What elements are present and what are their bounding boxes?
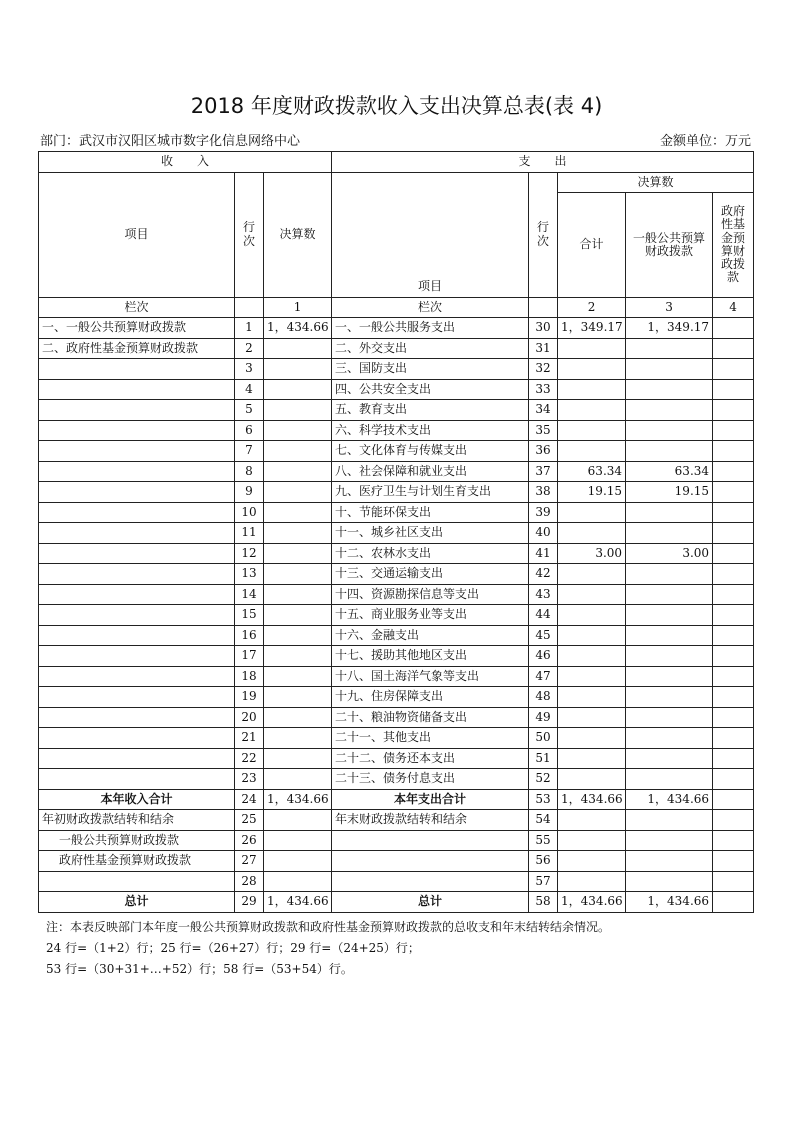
income-item [39, 625, 235, 646]
income-line: 21 [235, 728, 264, 749]
income-amount [264, 830, 332, 851]
income-amount [264, 605, 332, 626]
expense-total: 1，434.66 [558, 789, 626, 810]
income-line: 9 [235, 482, 264, 503]
table-row [39, 830, 754, 851]
income-item [39, 359, 235, 380]
income-amount: 1，434.66 [264, 318, 332, 339]
income-item: 本年收入合计 [39, 789, 235, 810]
income-line: 27 [235, 851, 264, 872]
income-item-header: 项目 [39, 172, 235, 297]
expense-fund [713, 851, 754, 872]
income-item [39, 687, 235, 708]
expense-item: 年末财政拨款结转和结余 [332, 810, 529, 831]
table-row [39, 420, 754, 441]
income-line: 14 [235, 584, 264, 605]
expense-line: 35 [529, 420, 558, 441]
income-line: 28 [235, 871, 264, 892]
expense-general [626, 666, 713, 687]
expense-general: 1，434.66 [626, 892, 713, 913]
expense-line: 36 [529, 441, 558, 462]
income-item [39, 646, 235, 667]
table-row [39, 543, 754, 564]
table-row [39, 461, 754, 482]
income-amount [264, 420, 332, 441]
expense-fund [713, 502, 754, 523]
expense-line: 32 [529, 359, 558, 380]
table-row [39, 318, 754, 339]
income-line: 29 [235, 892, 264, 913]
expense-line: 50 [529, 728, 558, 749]
expense-item: 十九、住房保障支出 [332, 687, 529, 708]
empty-cell [529, 297, 558, 318]
income-item [39, 728, 235, 749]
expense-total [558, 502, 626, 523]
expense-line: 53 [529, 789, 558, 810]
expense-general [626, 830, 713, 851]
expense-general [626, 851, 713, 872]
income-amount: 1，434.66 [264, 892, 332, 913]
expense-line: 31 [529, 338, 558, 359]
expense-general [626, 871, 713, 892]
income-line: 22 [235, 748, 264, 769]
income-item [39, 502, 235, 523]
expense-total [558, 359, 626, 380]
expense-line-header: 行次 [529, 172, 558, 297]
expense-total [558, 871, 626, 892]
table-row [39, 502, 754, 523]
income-line: 25 [235, 810, 264, 831]
empty-cell [235, 297, 264, 318]
expense-general [626, 810, 713, 831]
page-title: 2018 年度财政拨款收入支出决算总表(表 4) [190, 94, 603, 118]
expense-general [626, 400, 713, 421]
table-row [39, 379, 754, 400]
income-line: 16 [235, 625, 264, 646]
income-amount [264, 400, 332, 421]
income-item [39, 769, 235, 790]
expense-item: 八、社会保障和就业支出 [332, 461, 529, 482]
expense-line: 42 [529, 564, 558, 585]
expense-general [626, 646, 713, 667]
exp-col-label: 栏次 [332, 297, 529, 318]
income-line-header: 行次 [235, 172, 264, 297]
expense-line: 51 [529, 748, 558, 769]
expense-fund [713, 564, 754, 585]
income-item: 政府性基金预算财政拨款 [39, 851, 235, 872]
income-amount [264, 871, 332, 892]
expense-line: 57 [529, 871, 558, 892]
table-row [39, 400, 754, 421]
table-row [39, 584, 754, 605]
income-line: 6 [235, 420, 264, 441]
expense-line: 52 [529, 769, 558, 790]
expense-general [626, 687, 713, 708]
income-line: 12 [235, 543, 264, 564]
expense-line: 33 [529, 379, 558, 400]
expense-total [558, 728, 626, 749]
expense-item: 三、国防支出 [332, 359, 529, 380]
income-item [39, 543, 235, 564]
expense-total [558, 400, 626, 421]
income-amount [264, 625, 332, 646]
note-1: 注：本表反映部门本年度一般公共预算财政拨款和政府性基金预算财政拨款的总收支和年末结转结余情况。 [46, 920, 611, 934]
expense-item [332, 851, 529, 872]
expense-line: 44 [529, 605, 558, 626]
expense-fund [713, 646, 754, 667]
income-line: 15 [235, 605, 264, 626]
expense-fund [713, 543, 754, 564]
expense-item: 十一、城乡社区支出 [332, 523, 529, 544]
col-3: 3 [626, 297, 713, 318]
expense-total [558, 584, 626, 605]
expense-total [558, 769, 626, 790]
income-item [39, 748, 235, 769]
expense-fund [713, 523, 754, 544]
expense-item: 二十一、其他支出 [332, 728, 529, 749]
expense-item [332, 830, 529, 851]
expense-item: 四、公共安全支出 [332, 379, 529, 400]
expense-line: 46 [529, 646, 558, 667]
expense-item-header: 项目 [332, 172, 529, 297]
expense-total [558, 379, 626, 400]
income-item [39, 707, 235, 728]
unit-label: 金额单位：万元 [659, 134, 751, 149]
table-row [39, 359, 754, 380]
expense-total [558, 564, 626, 585]
income-amount [264, 851, 332, 872]
income-item [39, 420, 235, 441]
total-header: 合计 [558, 193, 626, 297]
expense-general [626, 748, 713, 769]
expense-item [332, 871, 529, 892]
expense-line: 45 [529, 625, 558, 646]
income-item: 一、一般公共预算财政拨款 [39, 318, 235, 339]
expense-general [626, 523, 713, 544]
table-row [39, 851, 754, 872]
expense-total [558, 605, 626, 626]
table-row [39, 892, 754, 913]
expense-item: 十七、援助其他地区支出 [332, 646, 529, 667]
expense-general [626, 625, 713, 646]
expense-line: 38 [529, 482, 558, 503]
expense-item: 十三、交通运输支出 [332, 564, 529, 585]
expense-fund [713, 871, 754, 892]
income-amount [264, 482, 332, 503]
income-line: 19 [235, 687, 264, 708]
expense-general [626, 707, 713, 728]
income-item [39, 400, 235, 421]
table-row [39, 646, 754, 667]
expense-item: 一、一般公共服务支出 [332, 318, 529, 339]
expense-amount-header: 决算数 [558, 172, 754, 193]
expense-line: 47 [529, 666, 558, 687]
income-item: 二、政府性基金预算财政拨款 [39, 338, 235, 359]
expense-general [626, 420, 713, 441]
expense-general [626, 728, 713, 749]
expense-general [626, 359, 713, 380]
expense-fund [713, 810, 754, 831]
expense-general: 19.15 [626, 482, 713, 503]
income-amount [264, 728, 332, 749]
expense-total: 1，349.17 [558, 318, 626, 339]
expense-item: 二十二、债务还本支出 [332, 748, 529, 769]
expense-line: 56 [529, 851, 558, 872]
income-item [39, 523, 235, 544]
expense-fund [713, 748, 754, 769]
income-item: 总计 [39, 892, 235, 913]
expense-item: 十六、金融支出 [332, 625, 529, 646]
expense-item: 九、医疗卫生与计划生育支出 [332, 482, 529, 503]
department-label: 部门：武汉市汉阳区城市数字化信息网络中心 [40, 134, 301, 149]
income-amount [264, 666, 332, 687]
expense-total [558, 646, 626, 667]
expense-item: 五、教育支出 [332, 400, 529, 421]
income-amount [264, 810, 332, 831]
income-amount [264, 543, 332, 564]
expense-total [558, 687, 626, 708]
expense-fund [713, 441, 754, 462]
col-1: 1 [264, 297, 332, 318]
income-amount [264, 584, 332, 605]
income-item [39, 605, 235, 626]
expense-line: 49 [529, 707, 558, 728]
expense-item: 六、科学技术支出 [332, 420, 529, 441]
expense-fund [713, 482, 754, 503]
income-item [39, 564, 235, 585]
income-amount [264, 707, 332, 728]
table-row [39, 728, 754, 749]
expense-header: 支 出 [332, 152, 754, 173]
expense-general: 1，349.17 [626, 318, 713, 339]
expense-total: 19.15 [558, 482, 626, 503]
col-2: 2 [558, 297, 626, 318]
table-row [39, 748, 754, 769]
expense-general: 63.34 [626, 461, 713, 482]
expense-item: 二十、粮油物资储备支出 [332, 707, 529, 728]
note-2: 24 行=（1+2）行；25 行=（26+27）行；29 行=（24+25）行； [46, 941, 420, 955]
expense-general [626, 441, 713, 462]
expense-total [558, 441, 626, 462]
expense-fund [713, 769, 754, 790]
expense-total [558, 625, 626, 646]
income-amount [264, 748, 332, 769]
expense-line: 34 [529, 400, 558, 421]
income-amount [264, 461, 332, 482]
expense-fund [713, 666, 754, 687]
income-item [39, 461, 235, 482]
income-item [39, 584, 235, 605]
expense-fund [713, 400, 754, 421]
expense-fund [713, 789, 754, 810]
income-line: 7 [235, 441, 264, 462]
table-row [39, 523, 754, 544]
income-line: 5 [235, 400, 264, 421]
income-amount [264, 523, 332, 544]
col-4: 4 [713, 297, 754, 318]
expense-total [558, 666, 626, 687]
income-item: 年初财政拨款结转和结余 [39, 810, 235, 831]
income-line: 1 [235, 318, 264, 339]
table-row [39, 482, 754, 503]
table-row [39, 810, 754, 831]
income-amount [264, 769, 332, 790]
note-3: 53 行=（30+31+…+52）行；58 行=（53+54）行。 [46, 962, 353, 976]
income-item [39, 666, 235, 687]
expense-total [558, 338, 626, 359]
expense-fund [713, 728, 754, 749]
expense-line: 40 [529, 523, 558, 544]
table-row [39, 625, 754, 646]
expense-general [626, 379, 713, 400]
income-amount [264, 359, 332, 380]
expense-total [558, 810, 626, 831]
income-item: 一般公共预算财政拨款 [39, 830, 235, 851]
expense-fund [713, 687, 754, 708]
income-line: 11 [235, 523, 264, 544]
income-amount: 1，434.66 [264, 789, 332, 810]
income-item [39, 441, 235, 462]
table-row [39, 687, 754, 708]
income-amount [264, 379, 332, 400]
income-line: 3 [235, 359, 264, 380]
expense-item: 十二、农林水支出 [332, 543, 529, 564]
expense-fund [713, 420, 754, 441]
income-header: 收 入 [39, 152, 332, 173]
expense-line: 58 [529, 892, 558, 913]
table-row [39, 769, 754, 790]
income-item [39, 379, 235, 400]
expense-total [558, 707, 626, 728]
expense-general [626, 338, 713, 359]
expense-fund [713, 625, 754, 646]
income-item [39, 871, 235, 892]
expense-line: 30 [529, 318, 558, 339]
income-amount [264, 441, 332, 462]
expense-general: 3.00 [626, 543, 713, 564]
general-budget-header: 一般公共预算财政拨款 [626, 193, 713, 297]
income-amount [264, 338, 332, 359]
expense-item: 十、节能环保支出 [332, 502, 529, 523]
expense-line: 41 [529, 543, 558, 564]
expense-fund [713, 830, 754, 851]
income-line: 18 [235, 666, 264, 687]
expense-total [558, 830, 626, 851]
expense-line: 55 [529, 830, 558, 851]
expense-general [626, 584, 713, 605]
table-row [39, 605, 754, 626]
expense-total [558, 748, 626, 769]
expense-fund [713, 707, 754, 728]
income-line: 26 [235, 830, 264, 851]
income-line: 8 [235, 461, 264, 482]
table-row [39, 707, 754, 728]
table-row [39, 789, 754, 810]
income-line: 13 [235, 564, 264, 585]
expense-fund [713, 338, 754, 359]
expense-line: 54 [529, 810, 558, 831]
income-amount [264, 564, 332, 585]
expense-item: 十八、国土海洋气象等支出 [332, 666, 529, 687]
expense-item: 二十三、债务付息支出 [332, 769, 529, 790]
expense-line: 43 [529, 584, 558, 605]
income-line: 4 [235, 379, 264, 400]
expense-general [626, 769, 713, 790]
expense-total: 1，434.66 [558, 892, 626, 913]
expense-fund [713, 892, 754, 913]
income-line: 17 [235, 646, 264, 667]
expense-total [558, 523, 626, 544]
expense-fund [713, 359, 754, 380]
col-label: 栏次 [39, 297, 235, 318]
expense-item: 本年支出合计 [332, 789, 529, 810]
expense-general: 1，434.66 [626, 789, 713, 810]
table-row [39, 564, 754, 585]
expense-line: 39 [529, 502, 558, 523]
expense-item: 总计 [332, 892, 529, 913]
expense-line: 48 [529, 687, 558, 708]
income-line: 24 [235, 789, 264, 810]
table-row [39, 441, 754, 462]
expense-item: 七、文化体育与传媒支出 [332, 441, 529, 462]
budget-summary-table [38, 151, 754, 913]
income-line: 23 [235, 769, 264, 790]
table-row [39, 338, 754, 359]
table-row [39, 666, 754, 687]
expense-total: 63.34 [558, 461, 626, 482]
income-line: 2 [235, 338, 264, 359]
expense-general [626, 605, 713, 626]
expense-fund [713, 461, 754, 482]
income-line: 10 [235, 502, 264, 523]
income-amount [264, 502, 332, 523]
notes [46, 917, 610, 980]
expense-fund [713, 584, 754, 605]
expense-general [626, 502, 713, 523]
expense-fund [713, 605, 754, 626]
expense-item: 二、外交支出 [332, 338, 529, 359]
expense-fund [713, 379, 754, 400]
expense-item: 十四、资源勘探信息等支出 [332, 584, 529, 605]
income-line: 20 [235, 707, 264, 728]
fund-budget-header: 政府性基金预算财政拨款 [713, 193, 754, 297]
expense-fund [713, 318, 754, 339]
income-amount [264, 687, 332, 708]
expense-line: 37 [529, 461, 558, 482]
income-amount [264, 646, 332, 667]
expense-total: 3.00 [558, 543, 626, 564]
expense-item: 十五、商业服务业等支出 [332, 605, 529, 626]
income-amount-header: 决算数 [264, 172, 332, 297]
expense-general [626, 564, 713, 585]
table-row [39, 871, 754, 892]
income-item [39, 482, 235, 503]
expense-total [558, 420, 626, 441]
expense-total [558, 851, 626, 872]
